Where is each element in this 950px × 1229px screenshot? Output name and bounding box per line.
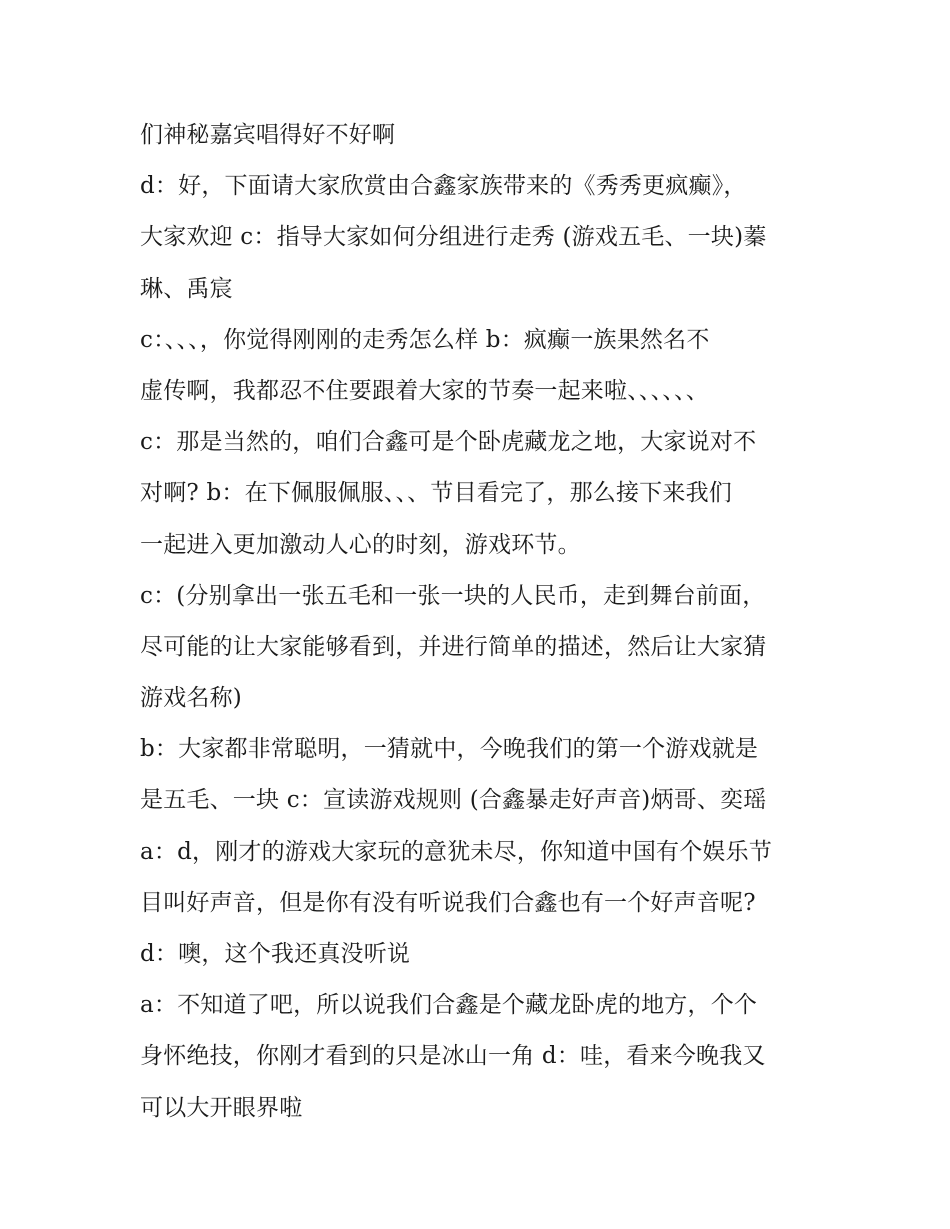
text-line: 一起进入更加激动人心的时刻，游戏环节。 <box>140 531 581 558</box>
text-line: c：那是当然的，咱们合鑫可是个卧虎藏龙之地，大家说对不 <box>140 429 757 456</box>
text-line: 虚传啊，我都忍不住要跟着大家的节奏一起来啦、、、、、、 <box>140 377 709 404</box>
text-line: 可以大开眼界啦 <box>140 1094 303 1121</box>
text-line: 是五毛、一块 c：宣读游戏规则 (合鑫暴走好声音)炳哥、奕瑶 <box>140 787 767 814</box>
text-line: a：d，刚才的游戏大家玩的意犹未尽，你知道中国有个娱乐节 <box>140 838 773 865</box>
text-line: d：好，下面请大家欣赏由合鑫家族带来的《秀秀更疯癫》， <box>140 173 747 200</box>
text-line: 目叫好声音，但是你有没有听说我们合鑫也有一个好声音呢? <box>140 889 756 916</box>
text-line: 们神秘嘉宾唱得好不好啊 <box>140 122 396 148</box>
text-line: 大家欢迎 c：指导大家如何分组进行走秀 (游戏五毛、一块)蓁 <box>140 224 767 251</box>
text-line: 琳、禹宸 <box>140 275 233 302</box>
text-line: c：(分别拿出一张五毛和一张一块的人民币，走到舞台前面， <box>140 582 766 609</box>
text-line: a：不知道了吧，所以说我们合鑫是个藏龙卧虎的地方，个个 <box>140 992 758 1019</box>
text-line: 对啊? b：在下佩服佩服、、、节目看完了，那么接下来我们 <box>140 480 732 507</box>
text-line: 游戏名称) <box>140 685 242 712</box>
text-line: d：噢，这个我还真没听说 <box>140 941 411 967</box>
document-body <box>140 110 840 1134</box>
text-line: b：大家都非常聪明，一猜就中，今晚我们的第一个游戏就是 <box>140 736 759 763</box>
text-line: 身怀绝技，你刚才看到的只是冰山一角 d：哇，看来今晚我又 <box>140 1043 766 1070</box>
text-line: 尽可能的让大家能够看到，并进行简单的描述，然后让大家猜 <box>140 633 767 660</box>
text-line: c：、、、，你觉得刚刚的走秀怎么样 b：疯癫一族果然名不 <box>140 326 710 353</box>
